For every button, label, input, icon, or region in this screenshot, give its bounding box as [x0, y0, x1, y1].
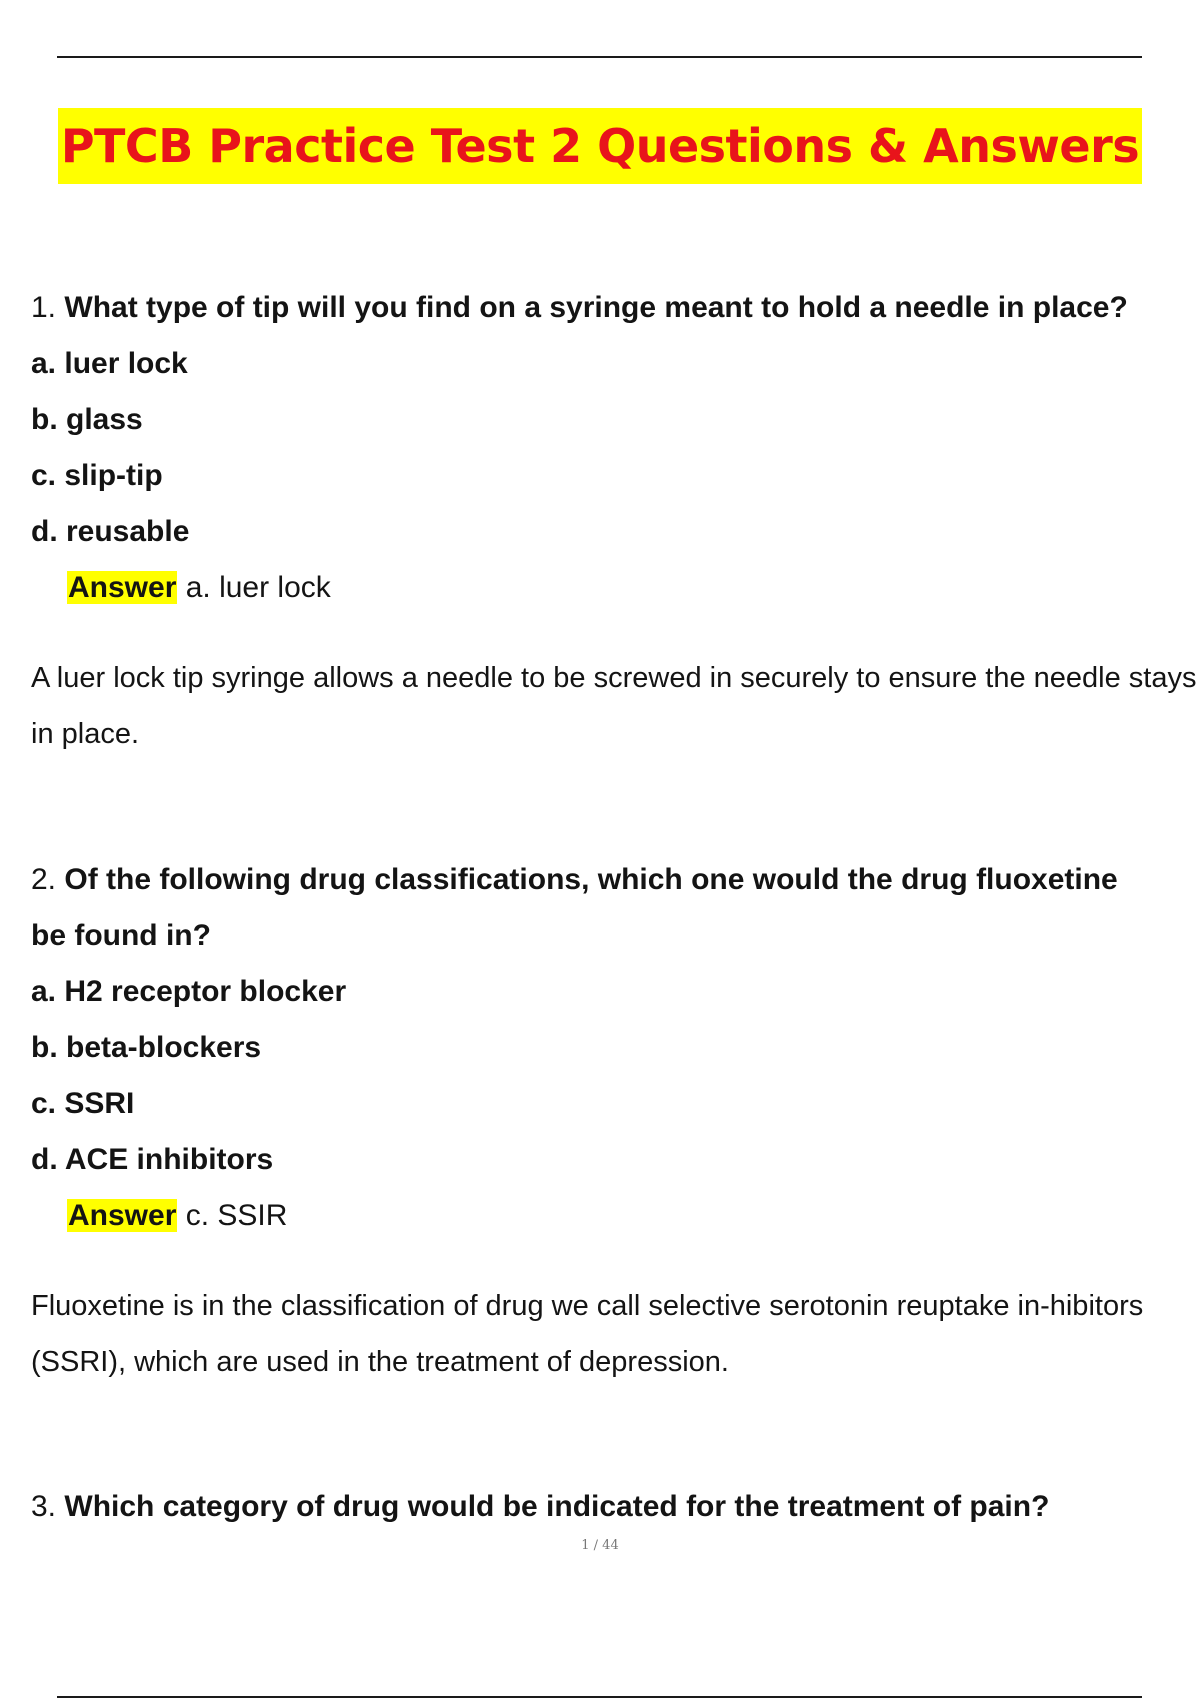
page-number: 1 / 44 [581, 1538, 619, 1553]
question-number: 3. [31, 1490, 57, 1523]
question-1 [31, 288, 1128, 328]
option-c: c. SSRI [31, 1087, 135, 1120]
option-a: a. H2 receptor blocker [31, 975, 347, 1008]
option-b: b. glass [31, 403, 143, 436]
option-d: d. ACE inhibitors [31, 1143, 274, 1176]
top-rule [57, 56, 1142, 58]
option-d: d. reusable [31, 515, 190, 548]
question-3 [31, 1487, 1049, 1527]
explanation-1: A luer lock tip syringe allows a needle to be screwed in securely to ensure the needle stays in place. [31, 662, 1197, 750]
answer-label: Answer [68, 571, 177, 604]
question-number: 2. [31, 863, 57, 896]
option-a: a. luer lock [31, 347, 188, 380]
answer-1 [67, 568, 331, 608]
question-2 [31, 860, 1118, 900]
explanation-2: Fluoxetine is in the classification of drug we call selective serotonin reuptake in-hibitors (SSRI), which are used in the treatment of depression. [31, 1290, 1144, 1378]
question-text: Which category of drug would be indicated for the treatment of pain? [64, 1490, 1050, 1523]
question-text: Of the following drug classifications, which one would the drug fluoxetine [64, 863, 1118, 896]
bottom-rule [57, 1696, 1142, 1698]
question-text: What type of tip will you find on a syringe meant to hold a needle in place? [64, 291, 1128, 324]
option-c: c. slip-tip [31, 459, 163, 492]
answer-value: c. SSIR [185, 1199, 288, 1232]
answer-value: a. luer lock [185, 571, 331, 604]
question-2-continuation: be found in? [31, 919, 211, 952]
answer-2 [67, 1196, 287, 1236]
document-title: PTCB Practice Test 2 Questions & Answers [58, 108, 1142, 184]
answer-label: Answer [68, 1199, 177, 1232]
title-container [0, 108, 1200, 184]
question-number: 1. [31, 291, 57, 324]
option-b: b. beta-blockers [31, 1031, 262, 1064]
